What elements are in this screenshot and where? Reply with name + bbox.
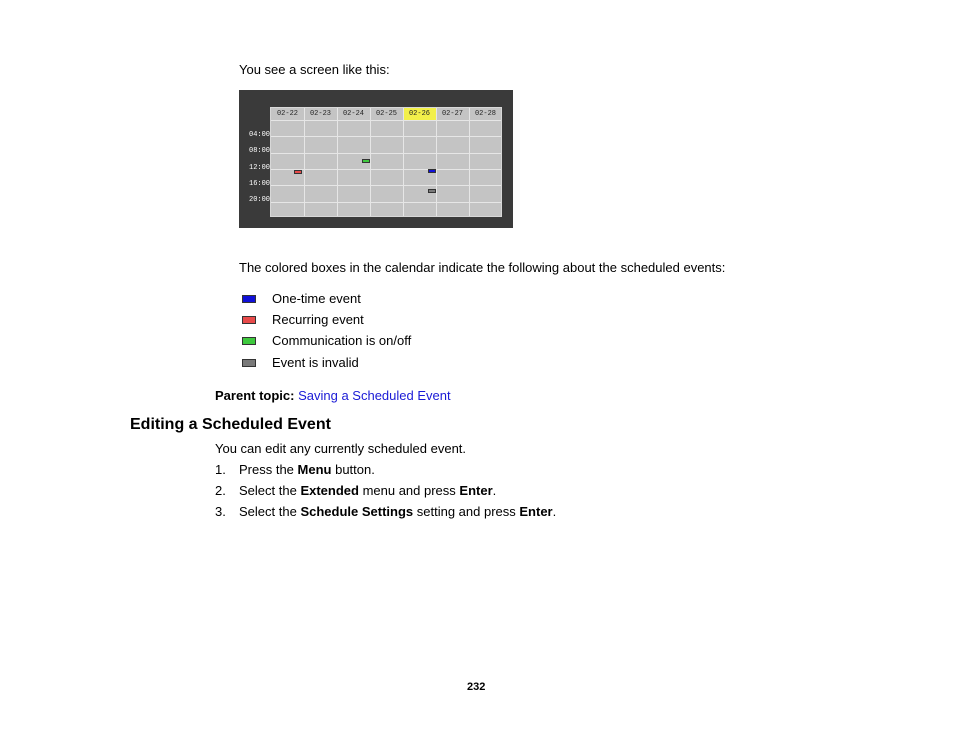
grid-row-divider [271, 153, 501, 154]
legend-swatch [242, 359, 256, 367]
calendar-grid [270, 107, 502, 217]
time-label-2000: 20:00 [249, 196, 271, 205]
day-header-02-22: 02-22 [276, 110, 298, 118]
legend-swatch [242, 295, 256, 303]
day-header-02-27: 02-27 [441, 110, 463, 118]
legend-intro-text: The colored boxes in the calendar indicate the following about the scheduled events: [239, 260, 726, 275]
step-text: Select the Schedule Settings setting and press Enter. [239, 504, 557, 519]
legend-label: One-time event [272, 291, 361, 306]
time-label-1200: 12:00 [249, 163, 271, 172]
day-header-02-26: 02-26 [403, 108, 436, 120]
legend-label: Event is invalid [272, 355, 359, 370]
legend-label: Recurring event [272, 312, 364, 327]
step-number: 3. [215, 504, 226, 519]
grid-column-divider [304, 108, 305, 216]
event-box-invalid[interactable] [428, 189, 436, 193]
step-number: 1. [215, 462, 226, 477]
page-number: 232 [467, 681, 486, 693]
event-box-communication[interactable] [362, 159, 370, 163]
section-intro-text: You can edit any currently scheduled event. [215, 441, 467, 456]
legend-swatch [242, 337, 256, 345]
legend-swatch [242, 316, 256, 324]
step-text: Select the Extended menu and press Enter. [239, 483, 497, 498]
section-title: Editing a Scheduled Event [130, 416, 331, 433]
time-label-0800: 08:00 [249, 147, 271, 156]
day-header-02-23: 02-23 [309, 110, 331, 118]
event-box-one-time[interactable] [428, 169, 436, 173]
grid-column-divider [469, 108, 470, 216]
intro-text: You see a screen like this: [239, 62, 390, 77]
step-text: Press the Menu button. [239, 462, 375, 477]
time-label-0400: 04:00 [249, 131, 271, 139]
legend-label: Communication is on/off [272, 333, 412, 348]
grid-column-divider [370, 108, 371, 216]
grid-row-divider [271, 185, 501, 186]
day-header-02-28: 02-28 [474, 110, 496, 118]
grid-row-divider [271, 136, 501, 137]
grid-column-divider [403, 108, 404, 216]
day-header-02-24: 02-24 [342, 110, 364, 118]
time-label-1600: 16:00 [249, 179, 271, 188]
event-box-recurring[interactable] [294, 170, 302, 174]
step-number: 2. [215, 483, 226, 498]
grid-row-divider [271, 120, 501, 121]
grid-row-divider [271, 202, 501, 203]
schedule-calendar-screenshot [239, 90, 513, 228]
parent-topic [215, 388, 451, 403]
grid-row-divider [271, 169, 501, 170]
grid-column-divider [337, 108, 338, 216]
grid-column-divider [436, 108, 437, 216]
day-header-02-25: 02-25 [375, 110, 397, 118]
parent-topic-label: Parent topic: [215, 388, 295, 403]
parent-topic-link[interactable]: Saving a Scheduled Event [298, 388, 451, 403]
